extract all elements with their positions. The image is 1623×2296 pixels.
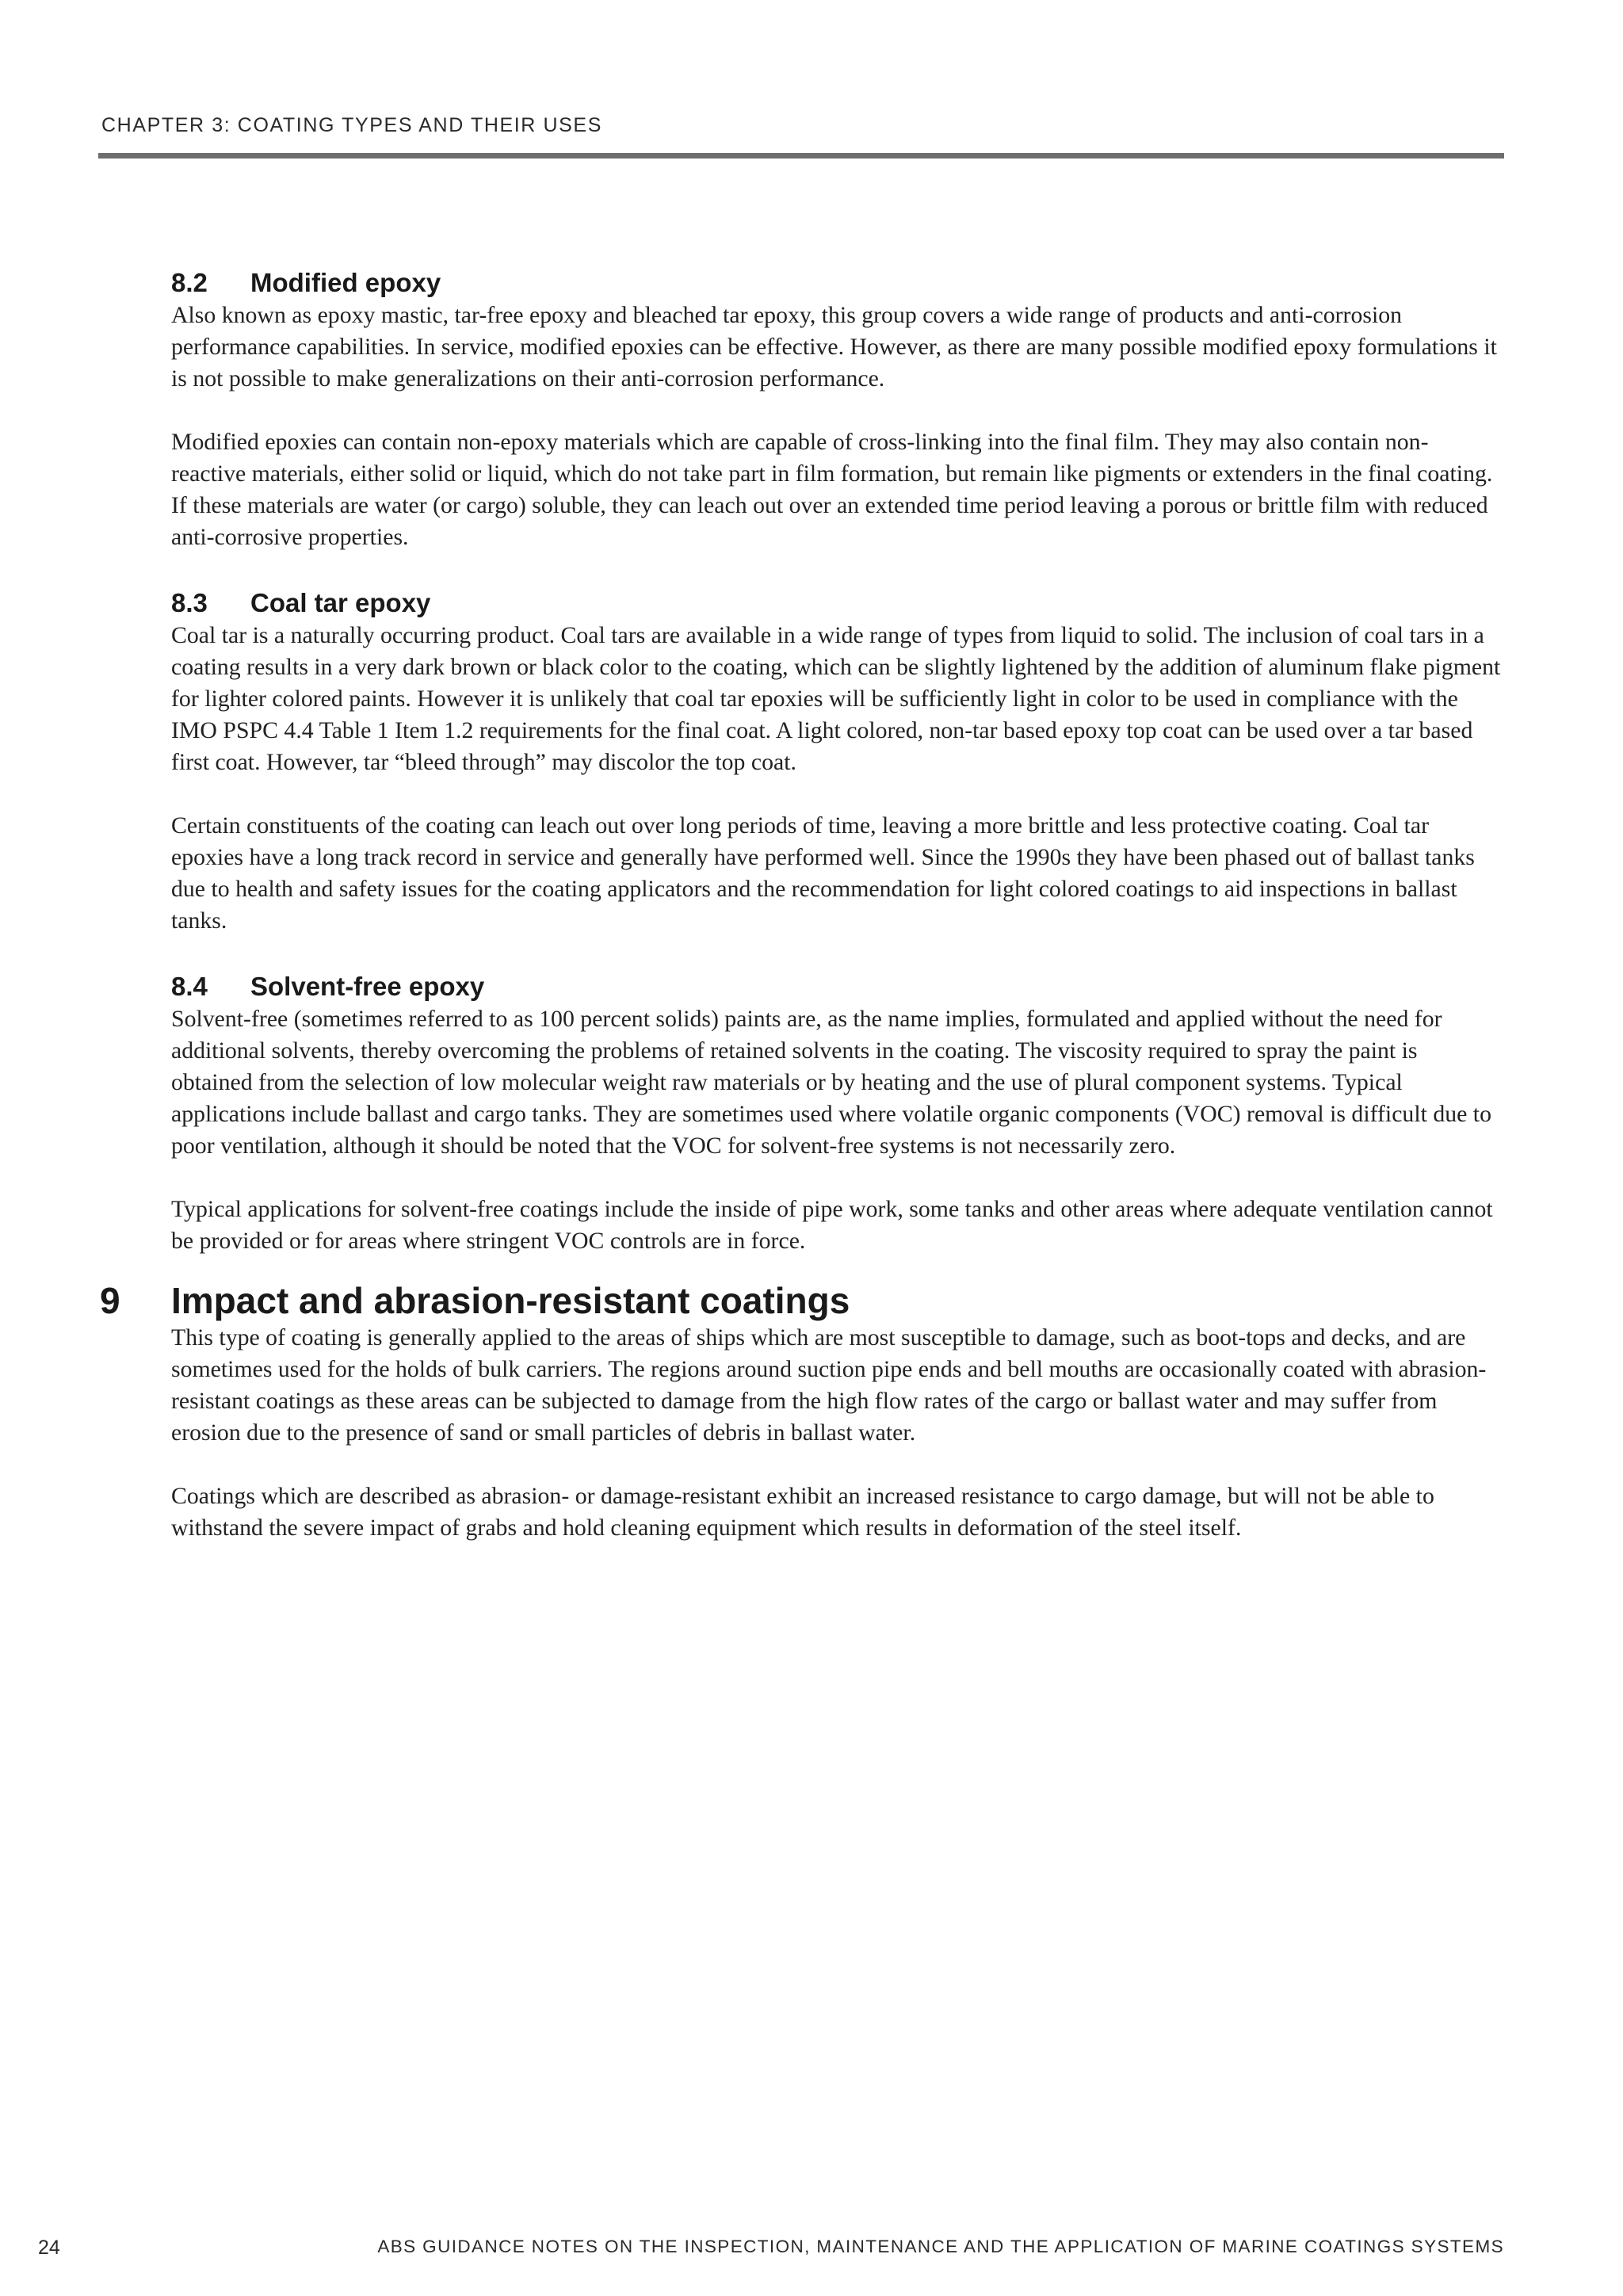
body-paragraph: Certain constituents of the coating can leach out over long periods of time, leaving a more brittle and less protective coating. Coal tar epoxies have a long track record in service and generally have performed well. Since the 1990s they have been phased out of ballast tanks due to health and safety issues for the coating applicators and the recommendation for light colored coatings to aid inspections in ballast tanks. xyxy=(171,812,1475,934)
section-number: 9 xyxy=(100,1280,120,1321)
section-number: 8.3 xyxy=(171,588,208,617)
body-paragraph: This type of coating is generally applied to the areas of ships which are most susceptible to damage, such as boot-tops and decks, and are sometimes used for the holds of bulk carriers. The regions around suction pipe ends and bell mouths are occasionally coated with abrasion-resistant coatings as these areas can be subjected to damage from the high flow rates of the cargo or ballast water and may suffer from erosion due to the presence of sand or small particles of debris in ballast water. xyxy=(171,1324,1487,1446)
body-paragraph: Coatings which are described as abrasion- or damage-resistant exhibit an increased resistance to cargo damage, but will not be able to withstand the severe impact of grabs and hold cleaning equipment which results in deformation of the steel itself. xyxy=(171,1483,1434,1541)
section-heading xyxy=(171,586,1503,620)
body-paragraph: Solvent-free (sometimes referred to as 100 percent solids) paints are, as the name implies, formulated and applied without the need for additional solvents, thereby overcoming the problems of retained solvents in the coating. The viscosity required to spray the paint is obtained from the selection of low molecular weight raw materials or by heating and the use of plural component systems. Typical applications include ballast and cargo tanks. They are sometimes used where volatile organic components (VOC) removal is difficult due to poor ventilation, although it should be noted that the VOC for solvent-free systems is not necessarily zero. xyxy=(171,1006,1491,1159)
body-paragraph: Coal tar is a naturally occurring product. Coal tars are available in a wide range of types from liquid to solid. The inclusion of coal tars in a coating results in a very dark brown or black color to the coating, which can be slightly lightened by the addition of aluminum flake pigment for lighter colored paints. However it is unlikely that coal tar epoxies will be sufficiently light in color to be used in compliance with the IMO PSPC 4.4 Table 1 Item 1.2 requirements for the final coat. A light colored, non-tar based epoxy top coat can be used over a tar based first coat. However, tar “bleed through” may discolor the top coat. xyxy=(171,622,1501,775)
body-paragraph: Also known as epoxy mastic, tar-free epoxy and bleached tar epoxy, this group covers a wide range of products and anti-corrosion performance capabilities. In service, modified epoxies can be effective. However, as there are many possible modified epoxy formulations it is not possible to make generalizations on their anti-corrosion performance. xyxy=(171,302,1497,392)
section-number: 8.4 xyxy=(171,972,208,1001)
body-paragraph: Modified epoxies can contain non-epoxy materials which are capable of cross-linking into the final film. They may also contain non-reactive materials, either solid or liquid, which do not take part in film formation, but remain like pigments or extenders in the final coating. If these materials are water (or cargo) soluble, they can leach out over an extended time period leaving a porous or brittle film with reduced anti-corrosive properties. xyxy=(171,429,1493,550)
body-paragraph: Typical applications for solvent-free coatings include the inside of pipe work, some tanks and other areas where adequate ventilation cannot be provided or for areas where stringent VOC controls are in force. xyxy=(171,1196,1493,1254)
section-title: Solvent-free epoxy xyxy=(250,972,485,1001)
section-title: Coal tar epoxy xyxy=(250,588,431,617)
section-title: Impact and abrasion-resistant coatings xyxy=(171,1280,850,1321)
section-8-2 xyxy=(171,266,1503,553)
publication-title: ABS GUIDANCE NOTES ON THE INSPECTION, MAINTENANCE AND THE APPLICATION OF MARINE COATINGS SYSTEMS xyxy=(377,2237,1504,2256)
section-heading xyxy=(171,970,1503,1003)
chapter-section-heading xyxy=(100,1279,1503,1322)
running-header: CHAPTER 3: COATING TYPES AND THEIR USES xyxy=(101,114,602,136)
section-heading xyxy=(171,266,1503,300)
section-8-4 xyxy=(171,970,1503,1257)
section-title: Modified epoxy xyxy=(250,268,441,297)
section-8-3 xyxy=(171,586,1503,937)
section-number: 8.2 xyxy=(171,268,208,297)
page-number: 24 xyxy=(38,2237,60,2259)
section-9 xyxy=(100,1279,1503,1544)
header-rule xyxy=(98,153,1504,159)
page-body xyxy=(100,266,1503,1544)
